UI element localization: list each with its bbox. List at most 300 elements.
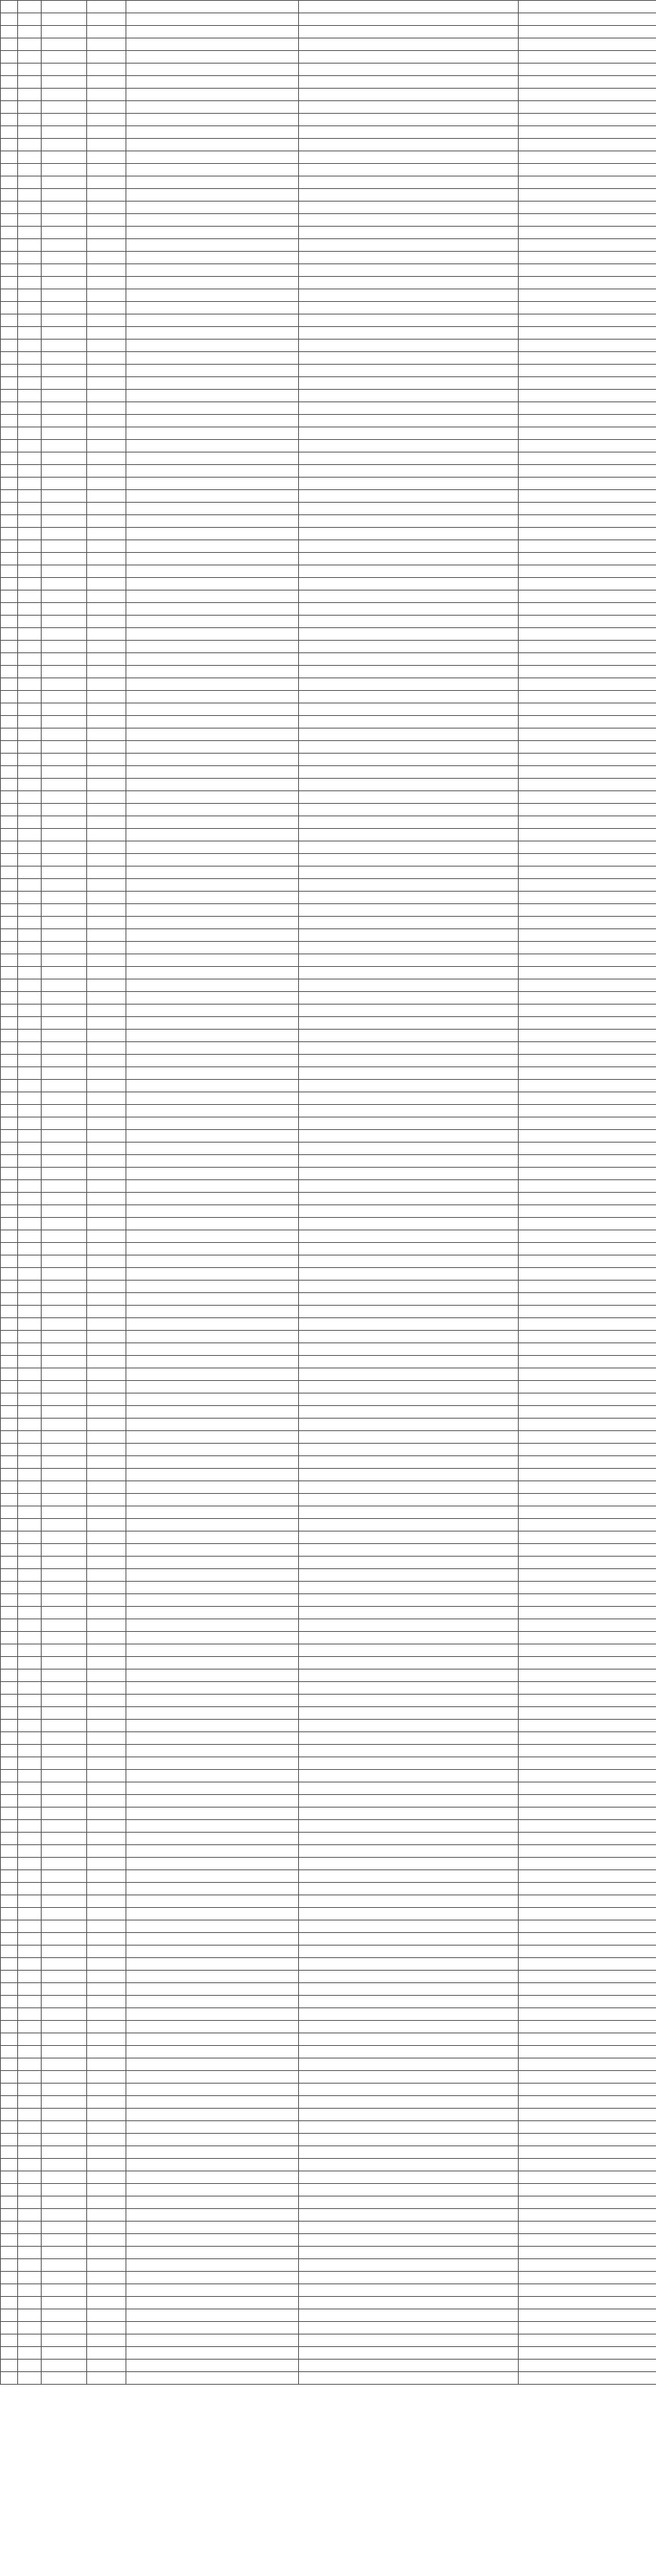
- table-cell: [1, 2284, 18, 2297]
- table-row: [1, 1506, 656, 1519]
- table-cell: [42, 202, 87, 214]
- table-cell: [126, 1757, 299, 1770]
- table-cell: [87, 64, 126, 76]
- table-row: [1, 1707, 656, 1720]
- table-cell: [87, 1306, 126, 1318]
- table-cell: [519, 202, 656, 214]
- table-cell: [126, 1920, 299, 1933]
- table-row: [1, 1281, 656, 1293]
- table-cell: [42, 1017, 87, 1030]
- table-row: [1, 2184, 656, 2196]
- table-cell: [42, 728, 87, 741]
- table-cell: [1, 716, 18, 728]
- table-cell: [299, 327, 519, 340]
- table-cell: [126, 1005, 299, 1017]
- table-cell: [299, 2334, 519, 2347]
- table-cell: [519, 2234, 656, 2247]
- table-cell: [42, 2234, 87, 2247]
- table-cell: [87, 1682, 126, 1695]
- table-cell: [519, 2121, 656, 2134]
- table-cell: [87, 967, 126, 979]
- table-cell: [1, 1695, 18, 1707]
- table-cell: [299, 2021, 519, 2033]
- table-cell: [1, 1569, 18, 1582]
- table-cell: [18, 1720, 42, 1732]
- table-row: [1, 327, 656, 340]
- table-cell: [1, 1782, 18, 1795]
- table-cell: [1, 992, 18, 1005]
- table-cell: [299, 2284, 519, 2297]
- table-cell: [126, 917, 299, 929]
- table-cell: [18, 2234, 42, 2247]
- table-cell: [519, 1782, 656, 1795]
- table-cell: [87, 390, 126, 402]
- table-cell: [126, 2196, 299, 2209]
- table-cell: [299, 101, 519, 114]
- table-cell: [126, 289, 299, 302]
- table-cell: [126, 2272, 299, 2284]
- table-cell: [519, 2021, 656, 2033]
- table-cell: [87, 2322, 126, 2334]
- table-row: [1, 1895, 656, 1908]
- table-cell: [299, 415, 519, 427]
- table-row: [1, 1155, 656, 1168]
- table-cell: [1, 1444, 18, 1456]
- table-cell: [18, 1143, 42, 1155]
- table-cell: [519, 954, 656, 967]
- table-cell: [1, 2209, 18, 2222]
- table-cell: [18, 1306, 42, 1318]
- table-cell: [126, 540, 299, 553]
- table-cell: [87, 2259, 126, 2272]
- table-cell: [87, 1105, 126, 1117]
- table-cell: [42, 1707, 87, 1720]
- table-cell: [42, 1644, 87, 1657]
- table-cell: [87, 528, 126, 540]
- table-cell: [42, 2084, 87, 2096]
- table-cell: [42, 917, 87, 929]
- table-cell: [18, 1393, 42, 1406]
- table-row: [1, 565, 656, 578]
- table-cell: [18, 1481, 42, 1494]
- table-cell: [299, 1080, 519, 1092]
- table-cell: [1, 1858, 18, 1870]
- table-cell: [18, 917, 42, 929]
- table-cell: [18, 1155, 42, 1168]
- table-cell: [42, 1281, 87, 1293]
- table-cell: [87, 114, 126, 126]
- table-cell: [126, 1155, 299, 1168]
- table-cell: [87, 1895, 126, 1908]
- table-row: [1, 64, 656, 76]
- table-cell: [519, 628, 656, 641]
- table-row: [1, 841, 656, 854]
- table-cell: [87, 2021, 126, 2033]
- table-cell: [299, 2134, 519, 2146]
- table-cell: [299, 1770, 519, 1782]
- table-cell: [18, 2222, 42, 2234]
- table-cell: [1, 1406, 18, 1419]
- table-cell: [299, 1293, 519, 1306]
- table-cell: [126, 1218, 299, 1230]
- table-cell: [126, 1795, 299, 1808]
- table-cell: [87, 1833, 126, 1845]
- table-cell: [18, 1682, 42, 1695]
- table-cell: [42, 26, 87, 38]
- table-cell: [1, 1833, 18, 1845]
- table-cell: [126, 1958, 299, 1971]
- table-cell: [18, 1657, 42, 1669]
- table-cell: [18, 2146, 42, 2159]
- table-cell: [126, 465, 299, 478]
- table-cell: [18, 2272, 42, 2284]
- table-cell: [87, 515, 126, 528]
- table-cell: [126, 2171, 299, 2184]
- table-cell: [87, 1130, 126, 1143]
- table-row: [1, 13, 656, 26]
- table-cell: [42, 628, 87, 641]
- table-cell: [519, 816, 656, 829]
- table-cell: [18, 2309, 42, 2322]
- table-cell: [1, 892, 18, 904]
- table-cell: [519, 1983, 656, 1996]
- table-row: [1, 1268, 656, 1281]
- table-cell: [1, 1908, 18, 1920]
- table-cell: [1, 2033, 18, 2046]
- table-cell: [126, 1368, 299, 1381]
- table-cell: [42, 854, 87, 867]
- table-cell: [299, 352, 519, 365]
- table-cell: [299, 590, 519, 603]
- table-cell: [18, 1168, 42, 1180]
- table-cell: [519, 1870, 656, 1883]
- table-row: [1, 1030, 656, 1042]
- table-cell: [42, 2096, 87, 2109]
- table-cell: [299, 917, 519, 929]
- table-row: [1, 2008, 656, 2021]
- table-cell: [18, 1419, 42, 1431]
- table-cell: [126, 176, 299, 189]
- table-cell: [1, 1168, 18, 1180]
- table-cell: [1, 1494, 18, 1506]
- table-row: [1, 578, 656, 590]
- table-cell: [126, 1393, 299, 1406]
- table-cell: [299, 2071, 519, 2084]
- table-cell: [42, 979, 87, 992]
- table-cell: [18, 2297, 42, 2309]
- table-cell: [1, 214, 18, 227]
- table-cell: [18, 277, 42, 289]
- table-cell: [87, 1205, 126, 1218]
- table-cell: [126, 1557, 299, 1569]
- table-row: [1, 51, 656, 64]
- table-cell: [519, 1494, 656, 1506]
- table-cell: [87, 1055, 126, 1067]
- table-cell: [126, 2109, 299, 2121]
- table-cell: [18, 1469, 42, 1481]
- table-cell: [299, 1306, 519, 1318]
- table-cell: [1, 766, 18, 779]
- table-cell: [87, 1707, 126, 1720]
- table-cell: [87, 904, 126, 917]
- table-cell: [18, 2046, 42, 2058]
- table-cell: [299, 2297, 519, 2309]
- table-cell: [87, 1971, 126, 1983]
- table-cell: [1, 590, 18, 603]
- table-row: [1, 289, 656, 302]
- table-cell: [87, 202, 126, 214]
- table-cell: [299, 503, 519, 515]
- table-cell: [18, 1632, 42, 1644]
- table-cell: [42, 1983, 87, 1996]
- table-cell: [18, 2134, 42, 2146]
- table-cell: [126, 1180, 299, 1193]
- table-cell: [126, 854, 299, 867]
- table-cell: [87, 1268, 126, 1281]
- table-cell: [87, 992, 126, 1005]
- table-cell: [18, 2084, 42, 2096]
- table-cell: [87, 490, 126, 503]
- table-cell: [87, 26, 126, 38]
- table-cell: [42, 691, 87, 703]
- table-cell: [42, 1682, 87, 1695]
- table-cell: [1, 2058, 18, 2071]
- table-row: [1, 666, 656, 678]
- table-cell: [42, 1117, 87, 1130]
- table-row: [1, 2234, 656, 2247]
- table-cell: [87, 1933, 126, 1946]
- table-cell: [1, 1419, 18, 1431]
- table-cell: [519, 2309, 656, 2322]
- table-cell: [126, 691, 299, 703]
- table-cell: [299, 2008, 519, 2021]
- table-cell: [299, 1444, 519, 1456]
- table-cell: [299, 1707, 519, 1720]
- table-cell: [42, 2322, 87, 2334]
- table-cell: [42, 139, 87, 151]
- table-cell: [87, 1644, 126, 1657]
- table-cell: [1, 1757, 18, 1770]
- table-row: [1, 1594, 656, 1607]
- table-cell: [42, 1393, 87, 1406]
- table-cell: [1, 390, 18, 402]
- table-cell: [87, 1230, 126, 1243]
- table-cell: [1, 967, 18, 979]
- table-cell: [519, 1155, 656, 1168]
- table-cell: [1, 252, 18, 264]
- table-row: [1, 2309, 656, 2322]
- table-cell: [18, 2171, 42, 2184]
- table-cell: [87, 1456, 126, 1469]
- table-cell: [299, 1908, 519, 1920]
- table-cell: [519, 1669, 656, 1682]
- table-cell: [299, 515, 519, 528]
- table-cell: [519, 1281, 656, 1293]
- table-cell: [126, 76, 299, 89]
- table-cell: [18, 1920, 42, 1933]
- table-cell: [18, 854, 42, 867]
- table-cell: [1, 478, 18, 490]
- table-cell: [42, 1343, 87, 1356]
- table-cell: [126, 452, 299, 465]
- table-cell: [299, 1833, 519, 1845]
- table-row: [1, 1042, 656, 1055]
- table-row: [1, 1143, 656, 1155]
- table-cell: [519, 967, 656, 979]
- table-cell: [126, 277, 299, 289]
- table-row: [1, 452, 656, 465]
- table-cell: [18, 1582, 42, 1594]
- table-cell: [1, 2071, 18, 2084]
- table-cell: [42, 1506, 87, 1519]
- table-cell: [1, 1055, 18, 1067]
- table-cell: [126, 1042, 299, 1055]
- table-row: [1, 1419, 656, 1431]
- table-cell: [87, 578, 126, 590]
- table-cell: [126, 239, 299, 252]
- table-cell: [126, 703, 299, 716]
- table-cell: [1, 440, 18, 452]
- table-cell: [126, 1883, 299, 1895]
- table-cell: [519, 854, 656, 867]
- table-cell: [42, 703, 87, 716]
- table-row: [1, 352, 656, 365]
- table-cell: [87, 314, 126, 327]
- table-cell: [87, 1770, 126, 1782]
- table-cell: [87, 867, 126, 879]
- table-cell: [299, 2209, 519, 2222]
- table-row: [1, 1720, 656, 1732]
- table-cell: [126, 1707, 299, 1720]
- table-cell: [519, 1531, 656, 1544]
- table-cell: [87, 2284, 126, 2297]
- table-cell: [126, 64, 299, 76]
- table-cell: [42, 1105, 87, 1117]
- table-cell: [87, 2272, 126, 2284]
- table-cell: [519, 1732, 656, 1745]
- table-row: [1, 979, 656, 992]
- table-cell: [299, 1105, 519, 1117]
- table-cell: [519, 340, 656, 352]
- table-cell: [299, 1544, 519, 1557]
- table-cell: [126, 641, 299, 653]
- table-row: [1, 678, 656, 691]
- table-cell: [1, 791, 18, 804]
- table-row: [1, 76, 656, 89]
- table-cell: [299, 1055, 519, 1067]
- table-cell: [42, 2134, 87, 2146]
- table-cell: [126, 440, 299, 452]
- table-cell: [87, 741, 126, 754]
- table-cell: [1, 340, 18, 352]
- table-row: [1, 1971, 656, 1983]
- table-cell: [18, 2033, 42, 2046]
- table-cell: [87, 1368, 126, 1381]
- table-row: [1, 2134, 656, 2146]
- table-cell: [126, 1544, 299, 1557]
- table-cell: [299, 1356, 519, 1368]
- table-cell: [519, 214, 656, 227]
- table-row: [1, 139, 656, 151]
- table-row: [1, 1682, 656, 1695]
- table-cell: [126, 252, 299, 264]
- table-cell: [87, 1218, 126, 1230]
- table-cell: [42, 1092, 87, 1105]
- table-cell: [18, 2096, 42, 2109]
- table-cell: [299, 1644, 519, 1657]
- table-cell: [1, 89, 18, 101]
- table-cell: [18, 1644, 42, 1657]
- table-cell: [126, 578, 299, 590]
- table-cell: [519, 1130, 656, 1143]
- table-cell: [87, 791, 126, 804]
- table-cell: [519, 2134, 656, 2146]
- table-cell: [519, 1343, 656, 1356]
- table-cell: [18, 164, 42, 176]
- table-cell: [126, 716, 299, 728]
- table-cell: [87, 841, 126, 854]
- table-cell: [126, 189, 299, 202]
- table-cell: [126, 1770, 299, 1782]
- table-cell: [1, 1720, 18, 1732]
- table-cell: [126, 992, 299, 1005]
- table-cell: [18, 1055, 42, 1067]
- table-cell: [87, 2360, 126, 2372]
- table-cell: [42, 565, 87, 578]
- table-cell: [1, 2121, 18, 2134]
- table-cell: [299, 2096, 519, 2109]
- table-cell: [519, 503, 656, 515]
- table-cell: [87, 1858, 126, 1870]
- table-cell: [42, 1920, 87, 1933]
- table-cell: [18, 1343, 42, 1356]
- table-cell: [18, 1444, 42, 1456]
- table-cell: [299, 1343, 519, 1356]
- table-row: [1, 1770, 656, 1782]
- table-cell: [18, 741, 42, 754]
- table-cell: [18, 603, 42, 616]
- table-cell: [299, 1895, 519, 1908]
- table-cell: [1, 1030, 18, 1042]
- table-cell: [87, 89, 126, 101]
- table-row: [1, 2297, 656, 2309]
- table-row: [1, 1519, 656, 1531]
- table-cell: [299, 139, 519, 151]
- table-cell: [42, 1293, 87, 1306]
- table-cell: [519, 1569, 656, 1582]
- table-cell: [519, 164, 656, 176]
- table-cell: [42, 365, 87, 377]
- table-cell: [42, 503, 87, 515]
- table-cell: [87, 616, 126, 628]
- table-cell: [1, 1180, 18, 1193]
- table-cell: [18, 1569, 42, 1582]
- table-cell: [126, 1318, 299, 1331]
- table-row: [1, 1544, 656, 1557]
- table-row: [1, 929, 656, 942]
- table-row: [1, 1908, 656, 1920]
- table-cell: [126, 1406, 299, 1419]
- table-cell: [299, 703, 519, 716]
- table-cell: [87, 2171, 126, 2184]
- table-cell: [1, 239, 18, 252]
- table-cell: [87, 1757, 126, 1770]
- table-cell: [519, 1306, 656, 1318]
- table-row: [1, 1996, 656, 2008]
- table-cell: [42, 277, 87, 289]
- table-cell: [519, 867, 656, 879]
- table-cell: [126, 2372, 299, 2385]
